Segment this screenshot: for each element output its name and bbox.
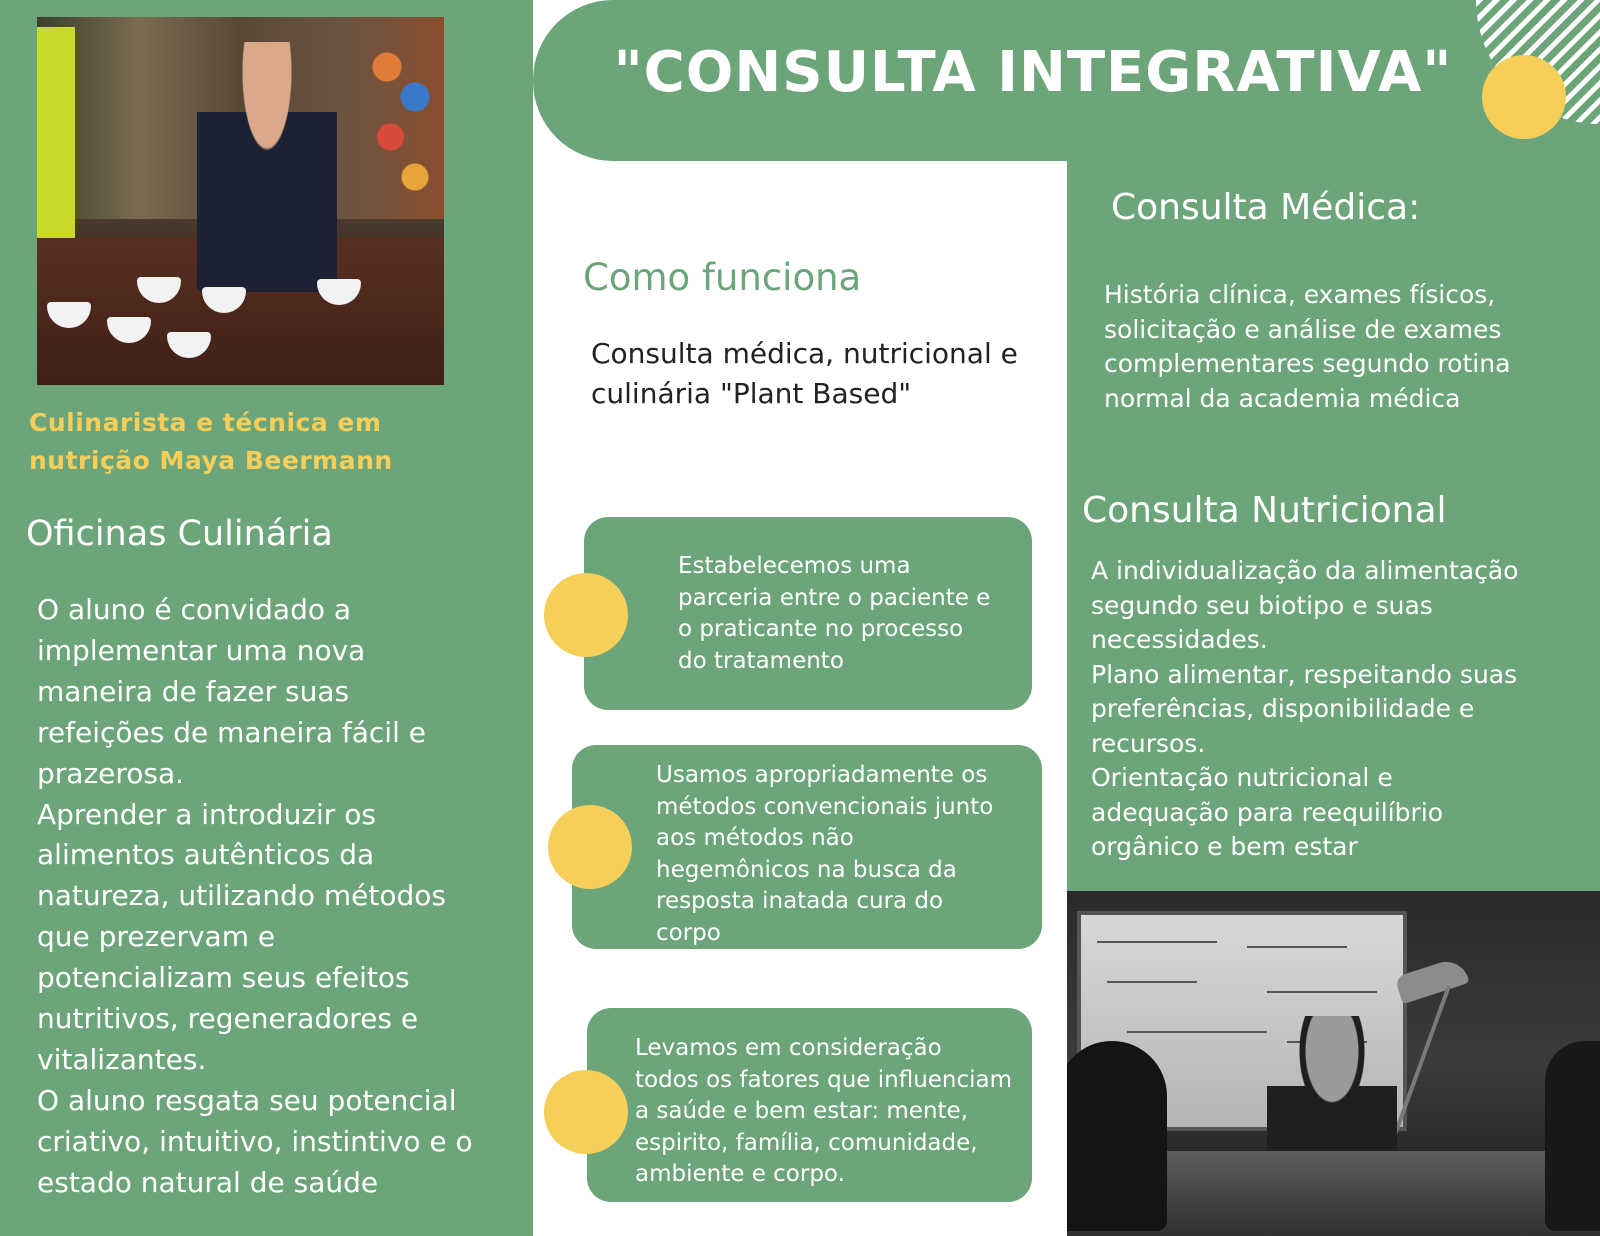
photo-caption: Culinarista e técnica em nutrição Maya Beermann: [29, 408, 393, 475]
classroom-photo: [1067, 891, 1600, 1236]
oficinas-description: O aluno é convidado a implementar uma nova maneira de fazer suas refeições de maneira fácil e prazerosa. Aprender a introduzir os alimentos autênticos da natureza, utilizando métodos que prezervam e potencializam seus efeitos nutritivos, regeneradores e vitalizantes. O aluno resgata seu potencial criativo, intuitivo, instintivo e o estado natural de saúde: [37, 593, 473, 1199]
cooking-class-photo: [37, 17, 444, 385]
info-card-text: Usamos apropriadamente os métodos convencionais junto aos métodos não hegemônicos na busca da resposta inatada cura do corpo: [656, 762, 994, 946]
yellow-bullet-dot: [544, 1070, 628, 1154]
consulta-medica-heading: Consulta Médica:: [1111, 187, 1421, 228]
page-title: "CONSULTA INTEGRATIVA": [613, 40, 1453, 105]
info-card-3: [587, 1008, 1032, 1202]
consulta-nutricional-description: A individualização da alimentação segundo seu biotipo e suas necessidades. Plano alimentar, respeitando suas preferências, disponibilidade e recursos. Orientação nutricional e adequação para reequilíbrio orgânico e bem estar: [1091, 556, 1519, 861]
como-funciona-heading: Como funciona: [583, 256, 862, 299]
como-funciona-description: Consulta médica, nutricional e culinária "Plant Based": [591, 337, 1018, 410]
oficinas-heading: Oficinas Culinária: [26, 514, 333, 554]
consulta-medica-description: História clínica, exames físicos, solicitação e análise de exames complementares segundo rotina normal da academia médica: [1104, 280, 1511, 413]
info-card-text: Estabelecemos uma parceria entre o paciente e o praticante no processo do tratamento: [678, 553, 991, 674]
yellow-bullet-dot: [548, 805, 632, 889]
yellow-circle-decoration: [1482, 55, 1566, 139]
info-card-2: [572, 745, 1042, 949]
yellow-bullet-dot: [544, 573, 628, 657]
consulta-nutricional-heading: Consulta Nutricional: [1082, 490, 1447, 531]
info-card-1: [584, 517, 1032, 710]
info-card-text: Levamos em consideração todos os fatores que influenciam a saúde e bem estar: mente, espirito, família, comunidade, ambiente e corpo.: [635, 1035, 1013, 1187]
